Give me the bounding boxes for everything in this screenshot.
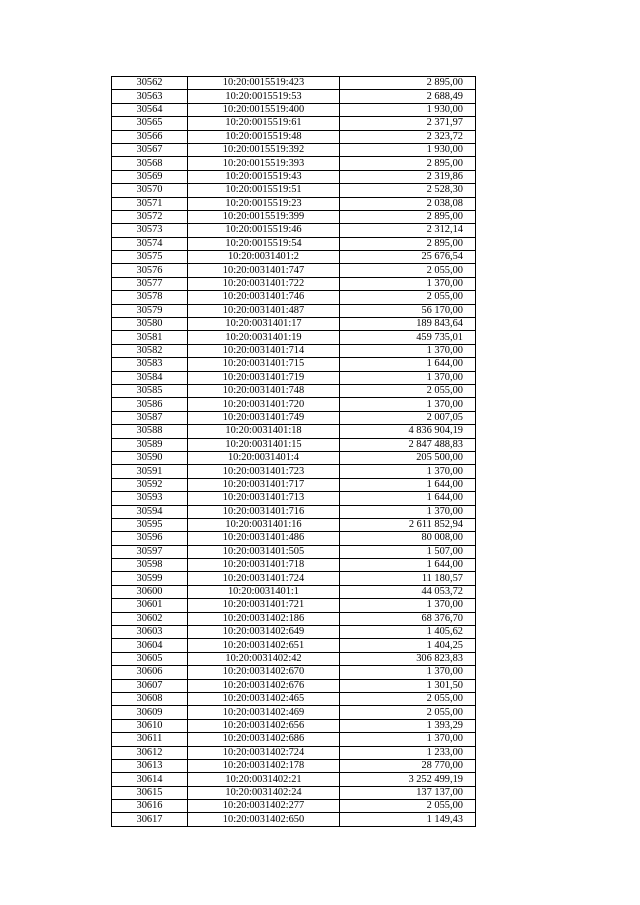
table-row <box>112 679 476 692</box>
cadastral-value-cell: 2 895,00 <box>340 237 476 250</box>
table-row <box>112 599 476 612</box>
cadastral-number-cell: 10:20:0015519:399 <box>188 210 340 223</box>
row-number-cell: 30600 <box>112 585 188 598</box>
cadastral-value-table <box>111 76 476 827</box>
cadastral-number-cell: 10:20:0031401:2 <box>188 251 340 264</box>
cadastral-value-cell: 1 393,29 <box>340 719 476 732</box>
table-row <box>112 585 476 598</box>
table-row <box>112 197 476 210</box>
row-number-cell: 30581 <box>112 331 188 344</box>
row-number-cell: 30572 <box>112 210 188 223</box>
table-row <box>112 358 476 371</box>
cadastral-number-cell: 10:20:0015519:400 <box>188 103 340 116</box>
table-row <box>112 157 476 170</box>
cadastral-number-cell: 10:20:0031401:716 <box>188 505 340 518</box>
row-number-cell: 30616 <box>112 800 188 813</box>
row-number-cell: 30603 <box>112 626 188 639</box>
cadastral-value-cell: 2 007,05 <box>340 411 476 424</box>
cadastral-number-cell: 10:20:0031401:487 <box>188 304 340 317</box>
cadastral-value-cell: 1 370,00 <box>340 277 476 290</box>
row-number-cell: 30594 <box>112 505 188 518</box>
cadastral-value-cell: 1 370,00 <box>340 465 476 478</box>
row-number-cell: 30578 <box>112 291 188 304</box>
table-row <box>112 451 476 464</box>
cadastral-value-cell: 2 688,49 <box>340 90 476 103</box>
table-row <box>112 77 476 90</box>
row-number-cell: 30575 <box>112 251 188 264</box>
row-number-cell: 30607 <box>112 679 188 692</box>
cadastral-value-cell: 1 644,00 <box>340 358 476 371</box>
cadastral-number-cell: 10:20:0015519:43 <box>188 170 340 183</box>
table-row <box>112 291 476 304</box>
cadastral-number-cell: 10:20:0015519:23 <box>188 197 340 210</box>
cadastral-value-cell: 2 895,00 <box>340 77 476 90</box>
cadastral-value-cell: 137 137,00 <box>340 786 476 799</box>
table-row <box>112 639 476 652</box>
cadastral-number-cell: 10:20:0031402:178 <box>188 759 340 772</box>
cadastral-value-cell: 2 528,30 <box>340 184 476 197</box>
cadastral-value-cell: 1 370,00 <box>340 599 476 612</box>
table-row <box>112 210 476 223</box>
cadastral-number-cell: 10:20:0031402:469 <box>188 706 340 719</box>
table-row <box>112 398 476 411</box>
cadastral-value-cell: 189 843,64 <box>340 318 476 331</box>
cadastral-value-cell: 2 055,00 <box>340 800 476 813</box>
cadastral-value-cell: 4 836 904,19 <box>340 425 476 438</box>
cadastral-number-cell: 10:20:0031401:16 <box>188 518 340 531</box>
cadastral-value-cell: 1 370,00 <box>340 371 476 384</box>
cadastral-value-cell: 1 233,00 <box>340 746 476 759</box>
row-number-cell: 30562 <box>112 77 188 90</box>
cadastral-value-cell: 459 735,01 <box>340 331 476 344</box>
row-number-cell: 30583 <box>112 358 188 371</box>
cadastral-number-cell: 10:20:0031401:505 <box>188 545 340 558</box>
cadastral-value-cell: 28 770,00 <box>340 759 476 772</box>
row-number-cell: 30577 <box>112 277 188 290</box>
table-row <box>112 237 476 250</box>
row-number-cell: 30606 <box>112 666 188 679</box>
row-number-cell: 30597 <box>112 545 188 558</box>
table-row <box>112 786 476 799</box>
table-row <box>112 411 476 424</box>
cadastral-number-cell: 10:20:0031401:17 <box>188 318 340 331</box>
row-number-cell: 30564 <box>112 103 188 116</box>
row-number-cell: 30587 <box>112 411 188 424</box>
row-number-cell: 30591 <box>112 465 188 478</box>
cadastral-number-cell: 10:20:0031401:723 <box>188 465 340 478</box>
table-row <box>112 384 476 397</box>
row-number-cell: 30614 <box>112 773 188 786</box>
cadastral-value-cell: 2 895,00 <box>340 157 476 170</box>
cadastral-value-cell: 2 319,86 <box>340 170 476 183</box>
cadastral-value-cell: 44 053,72 <box>340 585 476 598</box>
table-row <box>112 130 476 143</box>
table-row <box>112 559 476 572</box>
cadastral-number-cell: 10:20:0015519:48 <box>188 130 340 143</box>
row-number-cell: 30598 <box>112 559 188 572</box>
cadastral-value-cell: 2 038,08 <box>340 197 476 210</box>
cadastral-number-cell: 10:20:0031402:42 <box>188 652 340 665</box>
table-row <box>112 719 476 732</box>
cadastral-number-cell: 10:20:0031401:19 <box>188 331 340 344</box>
table-row <box>112 733 476 746</box>
table-row <box>112 264 476 277</box>
cadastral-value-cell: 3 252 499,19 <box>340 773 476 786</box>
table-row <box>112 143 476 156</box>
cadastral-value-cell: 1 644,00 <box>340 492 476 505</box>
cadastral-number-cell: 10:20:0031401:18 <box>188 425 340 438</box>
table-row <box>112 224 476 237</box>
cadastral-number-cell: 10:20:0031402:24 <box>188 786 340 799</box>
row-number-cell: 30576 <box>112 264 188 277</box>
cadastral-value-cell: 68 376,70 <box>340 612 476 625</box>
row-number-cell: 30565 <box>112 117 188 130</box>
row-number-cell: 30580 <box>112 318 188 331</box>
cadastral-value-cell: 306 823,83 <box>340 652 476 665</box>
row-number-cell: 30589 <box>112 438 188 451</box>
table-row <box>112 666 476 679</box>
table-row <box>112 800 476 813</box>
row-number-cell: 30604 <box>112 639 188 652</box>
cadastral-number-cell: 10:20:0015519:392 <box>188 143 340 156</box>
row-number-cell: 30568 <box>112 157 188 170</box>
cadastral-value-cell: 2 055,00 <box>340 291 476 304</box>
table-row <box>112 692 476 705</box>
table-row <box>112 331 476 344</box>
cadastral-number-cell: 10:20:0015519:46 <box>188 224 340 237</box>
cadastral-value-cell: 2 323,72 <box>340 130 476 143</box>
row-number-cell: 30566 <box>112 130 188 143</box>
cadastral-number-cell: 10:20:0031401:4 <box>188 451 340 464</box>
table-row <box>112 532 476 545</box>
cadastral-number-cell: 10:20:0031402:649 <box>188 626 340 639</box>
cadastral-number-cell: 10:20:0031401:721 <box>188 599 340 612</box>
row-number-cell: 30612 <box>112 746 188 759</box>
cadastral-value-cell: 2 055,00 <box>340 692 476 705</box>
row-number-cell: 30579 <box>112 304 188 317</box>
table-row <box>112 612 476 625</box>
cadastral-value-cell: 1 644,00 <box>340 478 476 491</box>
cadastral-number-cell: 10:20:0031401:724 <box>188 572 340 585</box>
row-number-cell: 30569 <box>112 170 188 183</box>
row-number-cell: 30586 <box>112 398 188 411</box>
cadastral-number-cell: 10:20:0031401:722 <box>188 277 340 290</box>
row-number-cell: 30617 <box>112 813 188 826</box>
table-row <box>112 572 476 585</box>
table-row <box>112 371 476 384</box>
table-row <box>112 438 476 451</box>
table-row <box>112 759 476 772</box>
cadastral-number-cell: 10:20:0031401:717 <box>188 478 340 491</box>
row-number-cell: 30596 <box>112 532 188 545</box>
table-row <box>112 184 476 197</box>
table-row <box>112 251 476 264</box>
cadastral-value-cell: 2 847 488,83 <box>340 438 476 451</box>
row-number-cell: 30610 <box>112 719 188 732</box>
cadastral-number-cell: 10:20:0015519:393 <box>188 157 340 170</box>
cadastral-number-cell: 10:20:0031402:676 <box>188 679 340 692</box>
cadastral-number-cell: 10:20:0031401:719 <box>188 371 340 384</box>
row-number-cell: 30611 <box>112 733 188 746</box>
row-number-cell: 30563 <box>112 90 188 103</box>
cadastral-number-cell: 10:20:0031402:670 <box>188 666 340 679</box>
row-number-cell: 30609 <box>112 706 188 719</box>
cadastral-value-cell: 2 055,00 <box>340 384 476 397</box>
cadastral-number-cell: 10:20:0031401:747 <box>188 264 340 277</box>
table-row <box>112 318 476 331</box>
row-number-cell: 30602 <box>112 612 188 625</box>
cadastral-value-cell: 1 370,00 <box>340 344 476 357</box>
cadastral-number-cell: 10:20:0031402:277 <box>188 800 340 813</box>
row-number-cell: 30599 <box>112 572 188 585</box>
table-row <box>112 545 476 558</box>
row-number-cell: 30595 <box>112 518 188 531</box>
cadastral-value-cell: 1 405,62 <box>340 626 476 639</box>
cadastral-number-cell: 10:20:0031401:749 <box>188 411 340 424</box>
table-body <box>112 77 476 827</box>
cadastral-number-cell: 10:20:0031401:486 <box>188 532 340 545</box>
cadastral-number-cell: 10:20:0031401:15 <box>188 438 340 451</box>
table-row <box>112 492 476 505</box>
row-number-cell: 30584 <box>112 371 188 384</box>
cadastral-value-cell: 2 371,97 <box>340 117 476 130</box>
cadastral-number-cell: 10:20:0031401:1 <box>188 585 340 598</box>
cadastral-number-cell: 10:20:0031401:748 <box>188 384 340 397</box>
row-number-cell: 30601 <box>112 599 188 612</box>
row-number-cell: 30588 <box>112 425 188 438</box>
row-number-cell: 30608 <box>112 692 188 705</box>
row-number-cell: 30593 <box>112 492 188 505</box>
cadastral-value-cell: 2 611 852,94 <box>340 518 476 531</box>
cadastral-value-cell: 2 895,00 <box>340 210 476 223</box>
row-number-cell: 30570 <box>112 184 188 197</box>
table-row <box>112 344 476 357</box>
table-row <box>112 103 476 116</box>
table-row <box>112 706 476 719</box>
cadastral-value-cell: 1 644,00 <box>340 559 476 572</box>
table-row <box>112 652 476 665</box>
cadastral-number-cell: 10:20:0031402:21 <box>188 773 340 786</box>
cadastral-value-cell: 1 370,00 <box>340 398 476 411</box>
cadastral-number-cell: 10:20:0031401:718 <box>188 559 340 572</box>
cadastral-number-cell: 10:20:0031402:724 <box>188 746 340 759</box>
table-row <box>112 746 476 759</box>
cadastral-number-cell: 10:20:0015519:53 <box>188 90 340 103</box>
cadastral-number-cell: 10:20:0015519:61 <box>188 117 340 130</box>
row-number-cell: 30613 <box>112 759 188 772</box>
table-row <box>112 117 476 130</box>
cadastral-number-cell: 10:20:0031402:686 <box>188 733 340 746</box>
cadastral-number-cell: 10:20:0015519:51 <box>188 184 340 197</box>
cadastral-number-cell: 10:20:0031401:720 <box>188 398 340 411</box>
cadastral-value-cell: 2 312,14 <box>340 224 476 237</box>
table-row <box>112 773 476 786</box>
table-row <box>112 626 476 639</box>
cadastral-value-cell: 80 008,00 <box>340 532 476 545</box>
table-row <box>112 277 476 290</box>
row-number-cell: 30571 <box>112 197 188 210</box>
row-number-cell: 30592 <box>112 478 188 491</box>
cadastral-value-cell: 1 370,00 <box>340 505 476 518</box>
cadastral-number-cell: 10:20:0031402:650 <box>188 813 340 826</box>
row-number-cell: 30567 <box>112 143 188 156</box>
cadastral-value-cell: 1 507,00 <box>340 545 476 558</box>
table-row <box>112 465 476 478</box>
table-row <box>112 304 476 317</box>
cadastral-value-cell: 1 370,00 <box>340 666 476 679</box>
cadastral-value-cell: 1 149,43 <box>340 813 476 826</box>
table-row <box>112 478 476 491</box>
cadastral-value-cell: 205 500,00 <box>340 451 476 464</box>
row-number-cell: 30615 <box>112 786 188 799</box>
cadastral-value-cell: 2 055,00 <box>340 706 476 719</box>
row-number-cell: 30573 <box>112 224 188 237</box>
cadastral-value-cell: 1 370,00 <box>340 733 476 746</box>
table-row <box>112 518 476 531</box>
row-number-cell: 30585 <box>112 384 188 397</box>
table-row <box>112 813 476 826</box>
cadastral-value-cell: 2 055,00 <box>340 264 476 277</box>
cadastral-number-cell: 10:20:0031401:713 <box>188 492 340 505</box>
cadastral-value-cell: 56 170,00 <box>340 304 476 317</box>
row-number-cell: 30574 <box>112 237 188 250</box>
cadastral-number-cell: 10:20:0031402:651 <box>188 639 340 652</box>
cadastral-value-cell: 25 676,54 <box>340 251 476 264</box>
cadastral-number-cell: 10:20:0015519:54 <box>188 237 340 250</box>
cadastral-number-cell: 10:20:0031402:656 <box>188 719 340 732</box>
cadastral-number-cell: 10:20:0031401:715 <box>188 358 340 371</box>
table-row <box>112 425 476 438</box>
row-number-cell: 30605 <box>112 652 188 665</box>
cadastral-number-cell: 10:20:0031401:746 <box>188 291 340 304</box>
table-row <box>112 170 476 183</box>
table-row <box>112 90 476 103</box>
cadastral-value-cell: 1 930,00 <box>340 143 476 156</box>
cadastral-number-cell: 10:20:0031402:465 <box>188 692 340 705</box>
row-number-cell: 30590 <box>112 451 188 464</box>
row-number-cell: 30582 <box>112 344 188 357</box>
table-row <box>112 505 476 518</box>
cadastral-value-cell: 1 404,25 <box>340 639 476 652</box>
cadastral-value-cell: 1 301,50 <box>340 679 476 692</box>
cadastral-number-cell: 10:20:0031401:714 <box>188 344 340 357</box>
cadastral-number-cell: 10:20:0031402:186 <box>188 612 340 625</box>
cadastral-number-cell: 10:20:0015519:423 <box>188 77 340 90</box>
cadastral-value-cell: 11 180,57 <box>340 572 476 585</box>
cadastral-value-cell: 1 930,00 <box>340 103 476 116</box>
